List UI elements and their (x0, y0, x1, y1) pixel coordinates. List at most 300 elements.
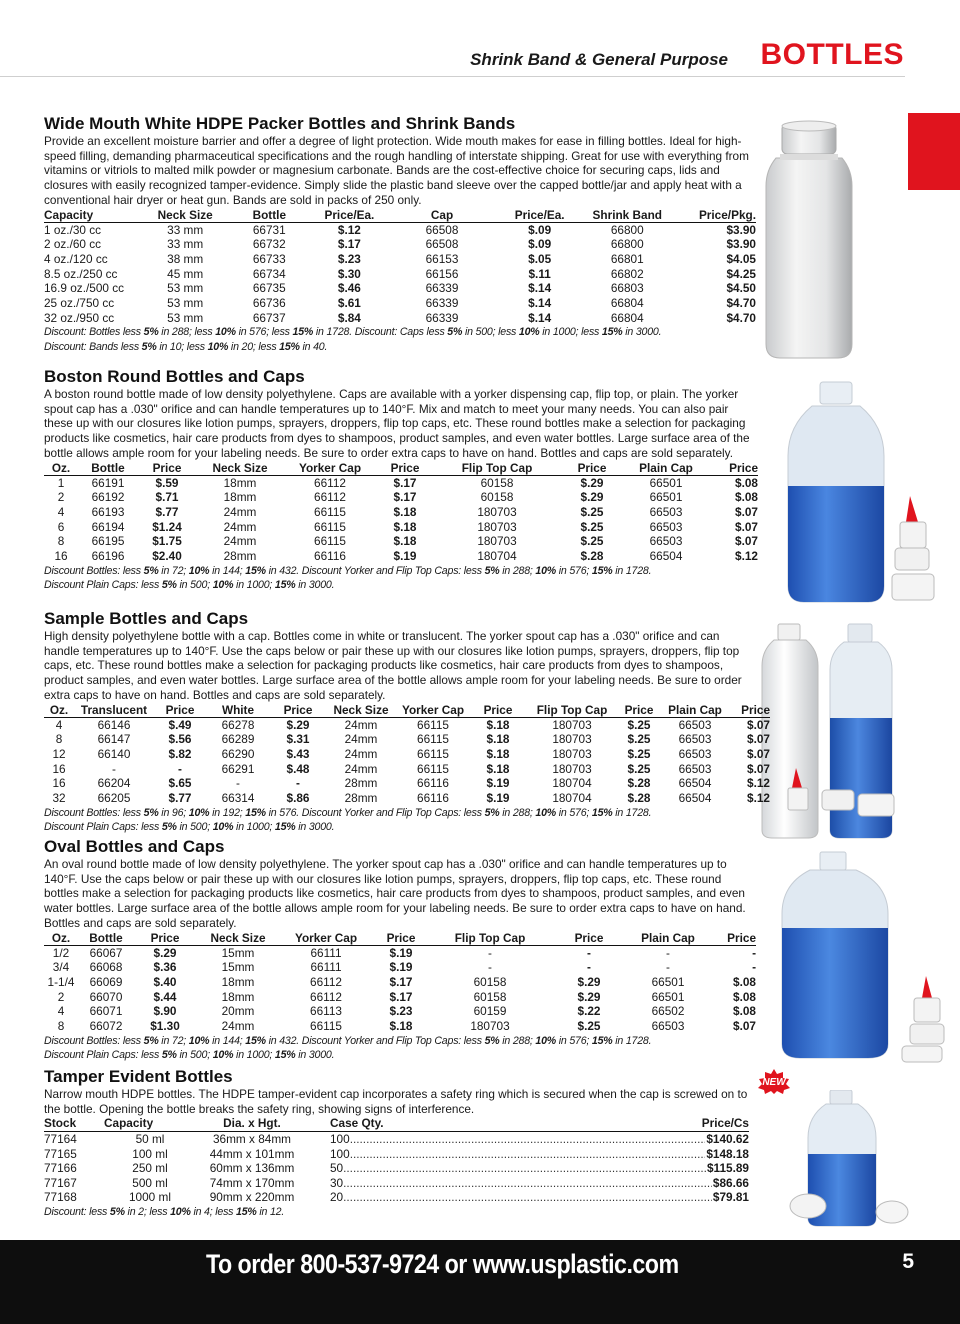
table-cell: 60158 (473, 989, 507, 1004)
table-cell: $.40 (153, 974, 177, 989)
table-cell: - (296, 776, 300, 791)
table-cell: - (752, 960, 756, 975)
table-cell: $.18 (486, 746, 510, 761)
table-row (44, 1132, 749, 1147)
table-cell: $.59 (155, 475, 179, 490)
discount-note-segment: in 2; less (124, 1205, 171, 1218)
table-cell: 18mm (221, 989, 255, 1004)
table-cell: 15mm (221, 945, 255, 960)
dot-leader (343, 1190, 712, 1205)
table-cell: 66069 (89, 974, 123, 989)
discount-note-segment: 5% (484, 1034, 500, 1047)
table-cell: $.28 (580, 549, 604, 564)
discount-note-segment: in 576; less (235, 326, 293, 339)
col-header: Translucent (74, 703, 154, 718)
table-cell: 38 mm (167, 251, 204, 266)
table-cell: 66339 (425, 281, 459, 296)
discount-note-segment: 5% (161, 821, 177, 834)
table-cell: $.28 (627, 776, 651, 791)
table-row (44, 1147, 749, 1162)
table-cell: - (666, 945, 670, 960)
discount-note-segment: in 1728. (612, 806, 652, 819)
col-header: Price (154, 703, 206, 718)
table-cell: $.17 (393, 490, 417, 505)
col-header: Dia. x Hgt. (223, 1116, 281, 1131)
discount-note-segment: 15% (236, 1205, 257, 1218)
table-cell: 66803 (610, 281, 644, 296)
discount-note-segment: in 500; (176, 579, 213, 592)
discount-note-segment: in 20; less (228, 340, 280, 353)
table-cell: 50 ml (135, 1132, 165, 1146)
table-cell: $1.30 (150, 1019, 180, 1034)
table-cell: 66116 (417, 776, 449, 791)
table-cell: 66508 (425, 222, 459, 237)
section-tab-marker (908, 113, 960, 190)
discount-note-segment: in 288; (499, 806, 536, 819)
table-cell: 20 (330, 1190, 344, 1205)
discount-note-segment: 15% (245, 806, 266, 819)
discount-note-segment: in 1728. Discount: Caps less (313, 326, 448, 339)
table-cell: 24mm (344, 746, 378, 761)
col-header: Price (134, 931, 196, 946)
discount-note-segment: 15% (245, 1034, 266, 1047)
table-cell: $1.24 (152, 519, 182, 534)
discount-note (44, 564, 756, 579)
section-description: Provide an excellent moisture barrier and offer a degree of light protection. Wide mouth makes for ease in filling bottles. Ideal for high-speed filling, demanding pharmaceutical specifications and the rough handling of interstate shipping. Great for use with everything from vitamins or vitriols to malted milk powder or magnesium carbonate. Bands are the cost-effective choice for securing caps, lids and closures with easily recognized tamper-evidence. Simply slide the plastic band sleeve over the capped bottle/jar and apply heat with a conventional hair dryer or heat gun. Bands are sold in packs of 250 only. (44, 134, 749, 207)
col-header: Capacity (104, 1116, 154, 1131)
discount-note-segment: 15% (274, 579, 296, 592)
col-header: Capacity (44, 208, 141, 223)
table-cell: 1 (57, 475, 65, 490)
discount-note-segment: in 40. (299, 340, 328, 353)
table-cell: 66115 (314, 519, 346, 534)
table-cell: - (587, 960, 591, 975)
table-cell: $.17 (389, 974, 413, 989)
table-cell: $.71 (155, 490, 179, 505)
table-cell: $.18 (393, 519, 417, 534)
table-cell: $.05 (528, 251, 552, 266)
table-cell: $.17 (337, 237, 361, 252)
table-row (44, 505, 758, 520)
discount-note-segment: 10% (535, 806, 556, 819)
table-cell: 77164 (44, 1132, 77, 1146)
table-cell: 8 (55, 732, 63, 747)
table-cell: $.31 (286, 732, 310, 747)
table-cell: 66503 (678, 732, 712, 747)
discount-note-segment: 10% (188, 806, 210, 819)
table-cell: 66801 (610, 251, 644, 266)
table-cell: 53 mm (167, 310, 204, 325)
table-cell: $.22 (577, 1004, 601, 1019)
table-cell: 2 (57, 490, 65, 505)
discount-note-segment: 15% (245, 564, 266, 577)
col-header: Price (560, 461, 624, 476)
table-cell: 90mm x 220mm (209, 1190, 295, 1205)
price-cell: $86.66 (712, 1175, 749, 1190)
discount-note-segment: in 192; (209, 806, 246, 819)
table-cell: 60158 (473, 974, 507, 989)
discount-note-segment: 15% (591, 1034, 613, 1047)
table-cell: $.82 (168, 746, 192, 761)
section-heading: Wide Mouth White HDPE Packer Bottles and Shrink Bands (44, 114, 516, 133)
discount-note-segment: 5% (447, 326, 463, 339)
table-cell: $.09 (528, 222, 552, 237)
table-cell: 66503 (651, 1019, 685, 1034)
col-header: Oz. (44, 703, 74, 718)
table-row (44, 975, 756, 990)
product-table (44, 208, 756, 326)
table-cell: 60158 (480, 475, 514, 490)
table-cell: 32 (52, 791, 66, 806)
discount-note-segment: in 288; (499, 564, 536, 577)
discount-note-segment: in 576; (556, 806, 592, 819)
table-cell: 4 (55, 717, 63, 732)
table-cell: 66800 (610, 222, 644, 237)
table-cell: 28mm (344, 791, 378, 806)
table-cell: 66736 (252, 296, 286, 311)
tamper-table-header (44, 1116, 749, 1132)
table-cell: 77167 (44, 1175, 77, 1190)
table-cell: 180703 (477, 504, 517, 519)
table-cell: $.19 (486, 776, 510, 791)
table-cell: $.49 (168, 717, 192, 732)
price-cell: $140.62 (706, 1132, 749, 1146)
section-heading: Tamper Evident Bottles (44, 1067, 233, 1086)
table-cell: $.25 (627, 746, 651, 761)
product-table (44, 931, 756, 1034)
discount-note-segment: 10% (215, 326, 236, 339)
table-cell: 1/2 (52, 945, 70, 960)
discount-note (44, 1048, 756, 1063)
table-cell: $2.40 (152, 549, 182, 564)
discount-note-segment: in 144; (209, 1034, 246, 1047)
table-cell: $.17 (389, 989, 413, 1004)
discount-note-segment: 15% (292, 326, 314, 339)
table-cell: 53 mm (167, 281, 204, 296)
table-cell: $.19 (389, 945, 413, 960)
table-cell: 66112 (314, 490, 346, 505)
discount-note-segment: 15% (591, 564, 613, 577)
table-row (44, 732, 770, 747)
col-header: Price/Ea. (309, 208, 389, 223)
table-cell: 24mm (344, 717, 378, 732)
discount-note-segment: in 3000. (295, 821, 335, 834)
table-cell: 45 mm (167, 266, 204, 281)
table-cell: $.29 (153, 945, 177, 960)
discount-note-segment: in 500; (176, 821, 213, 834)
table-row (44, 1004, 756, 1019)
table-cell: $.29 (286, 717, 310, 732)
table-row (44, 945, 756, 960)
table-cell: 66314 (221, 791, 255, 806)
discount-note-segment: 10% (188, 564, 210, 577)
section-description: A boston round bottle made of low density polyethylene. Caps are available with a yorker dispensing cap, flip top, or plain. The yorker spout cap has a .030" orifice and can handle temperatures up to 140°F. Mix and match to meet your many needs. You can also pair these up with our closures like lotion pumps, sprayers, droppers, flip top caps, etc. These round bottles make a selection for packaging products like cosmetics, hair care products from dyes to shampoos, product samples, and even water bottles. Large surface area of the bottle allows ample room for your labeling needs. Be sure to order extra caps to have on hand. Bottles and caps are sold separately. (44, 387, 750, 460)
discount-note-segment: in 1728. (612, 564, 652, 577)
table-cell: $.07 (747, 746, 770, 761)
table-cell: 66504 (649, 549, 683, 564)
col-header: Price (708, 931, 756, 946)
col-header: Flip Top Cap (526, 703, 618, 718)
section-subtitle: Shrink Band & General Purpose (470, 50, 728, 69)
col-header: Bottle (78, 461, 138, 476)
discount-note-segment: in 12. (256, 1205, 285, 1218)
table-row (44, 237, 756, 252)
table-row (44, 747, 770, 762)
table-cell: $.25 (627, 717, 651, 732)
page-number: 5 (902, 1250, 914, 1273)
table-cell: 66289 (221, 732, 255, 747)
table-row (44, 1019, 756, 1034)
table-cell: $.11 (528, 266, 551, 281)
table-cell: 66115 (417, 746, 449, 761)
table-cell: $.44 (153, 989, 177, 1004)
table-cell: 66734 (252, 266, 286, 281)
discount-note-segment: in 500; (176, 1049, 213, 1062)
discount-note-segment: in 72; (158, 1034, 189, 1047)
table-cell: 77165 (44, 1146, 77, 1161)
table-cell: $.19 (486, 791, 510, 806)
table-cell: 180703 (470, 1019, 510, 1034)
table-cell: 4 oz./120 cc (44, 251, 108, 266)
table-cell: $4.05 (726, 251, 756, 266)
table-cell: 24mm (221, 1019, 255, 1034)
table-cell: 44mm x 101mm (209, 1146, 295, 1161)
col-header: Bottle (78, 931, 134, 946)
discount-note-segment: Discount: less (44, 1205, 110, 1218)
table-cell: 66508 (425, 237, 459, 252)
discount-note (44, 1034, 756, 1049)
table-cell: 66503 (678, 717, 712, 732)
discount-note-segment: 15% (279, 340, 300, 353)
table-cell: - (587, 945, 591, 960)
price-cell: $115.89 (707, 1161, 749, 1176)
table-cell: 15mm (221, 960, 255, 975)
table-cell: $.08 (733, 1004, 756, 1019)
table-cell: $.25 (577, 1019, 601, 1034)
table-cell: 66072 (89, 1019, 123, 1034)
discount-note-segment: 5% (143, 806, 159, 819)
col-header: Price/Pkg. (670, 208, 756, 223)
table-cell: 36mm x 84mm (212, 1132, 291, 1146)
discount-note-segment: 10% (170, 1205, 191, 1218)
table-cell: 100 (330, 1146, 350, 1161)
table-cell: $.19 (393, 549, 417, 564)
table-cell: 60mm x 136mm (209, 1161, 295, 1176)
table-cell: 4 (57, 1004, 65, 1019)
table-cell: 66153 (425, 251, 459, 266)
table-cell: - (488, 945, 492, 960)
table-row (44, 267, 756, 282)
table-cell: 6 (57, 519, 65, 534)
table-cell: $.19 (389, 960, 413, 975)
table-cell: 66205 (97, 791, 131, 806)
discount-note-segment: in 500; less (462, 326, 519, 339)
table-row (44, 791, 770, 806)
table-cell: 66112 (314, 475, 346, 490)
table-cell: $.18 (486, 717, 510, 732)
table-cell: 25 oz./750 cc (44, 296, 115, 311)
table-cell: 66802 (610, 266, 644, 281)
table-cell: $.18 (389, 1019, 413, 1034)
table-cell: 28mm (223, 549, 257, 564)
wide-mouth-bottle-image (758, 118, 858, 363)
order-contact-text[interactable]: To order 800-537-9724 or www.usplastic.com (206, 1249, 679, 1279)
section-description: Narrow mouth HDPE bottles. The HDPE tamper-evident cap incorporates a safety ring which is secured when the cap is screwed on to the bottle. Opening the bottle breaks the safety ring, showing signs of interference. (44, 1087, 748, 1116)
col-header: Case Qty. (330, 1116, 384, 1131)
table-cell: 66193 (91, 504, 125, 519)
discount-note-segment: 5% (484, 806, 500, 819)
dot-leader (350, 1147, 706, 1162)
header-divider (0, 76, 905, 77)
table-cell: 180703 (477, 519, 517, 534)
table-cell: $.25 (627, 761, 651, 776)
table-cell: 66113 (310, 1004, 342, 1019)
discount-note-segment: 10% (212, 821, 234, 834)
table-cell: 66291 (221, 761, 255, 776)
discount-note-segment: Discount: Bands less (44, 340, 142, 353)
table-cell: $.07 (747, 732, 770, 747)
table-cell: $.29 (577, 974, 601, 989)
discount-note-segment: Discount Plain Caps: less (44, 821, 162, 834)
table-cell: 66115 (417, 761, 449, 776)
table-row (44, 762, 770, 777)
table-cell: 66502 (651, 1004, 685, 1019)
table-cell: $.65 (168, 776, 192, 791)
col-header: Oz. (44, 931, 78, 946)
section-heading: Sample Bottles and Caps (44, 609, 249, 628)
table-cell: $.25 (580, 504, 604, 519)
table-cell: 16 (52, 761, 66, 776)
table-cell: 66116 (314, 549, 346, 564)
discount-note-segment: in 432. Discount Yorker and Flip Top Caps: less (265, 1034, 485, 1047)
table-cell: 60159 (473, 1004, 507, 1019)
table-cell: - (752, 945, 756, 960)
price-cell: $148.18 (706, 1146, 749, 1161)
dot-leader (343, 1176, 712, 1191)
table-cell: 24mm (223, 504, 257, 519)
table-cell: 33 mm (167, 237, 204, 252)
discount-note-segment: 5% (161, 1049, 177, 1062)
table-cell: $.08 (735, 490, 758, 505)
table-cell: $.07 (747, 717, 770, 732)
table-cell: 66339 (425, 296, 459, 311)
table-cell: 1-1/4 (47, 974, 75, 989)
table-cell: $.61 (337, 296, 361, 311)
table-row (44, 281, 756, 296)
table-cell: $.09 (528, 237, 552, 252)
section-wide-mouth-bottles (44, 114, 756, 354)
table-row (44, 534, 758, 549)
discount-note-segment: in 288; less (158, 326, 216, 339)
discount-note-segment: 10% (188, 1034, 210, 1047)
table-cell: $.17 (393, 475, 417, 490)
table-cell: 66112 (310, 989, 342, 1004)
table-cell: 12 (52, 746, 66, 761)
table-cell: 2 (57, 989, 65, 1004)
table-cell: 180703 (552, 732, 592, 747)
table-cell: 32 oz./950 cc (44, 310, 115, 325)
table-cell: $.77 (155, 504, 179, 519)
table-cell: - (666, 960, 670, 975)
table-cell: 66290 (221, 746, 255, 761)
col-header: Price (372, 931, 430, 946)
discount-note (44, 1205, 749, 1220)
discount-note-segment: 10% (212, 579, 234, 592)
section-boston-round-bottles (44, 367, 756, 593)
section-sample-bottles (44, 609, 770, 835)
table-cell: $.12 (337, 222, 361, 237)
table-cell: $.08 (735, 475, 758, 490)
table-row (44, 311, 756, 326)
table-row (44, 475, 758, 490)
table-row (44, 1176, 749, 1191)
table-cell: $1.75 (152, 534, 182, 549)
discount-note-segment: in 4; less (190, 1205, 237, 1218)
table-cell: 66503 (678, 746, 712, 761)
table-cell: - (236, 776, 240, 791)
section-oval-bottles (44, 837, 756, 1063)
table-row (44, 296, 756, 311)
table-cell: 180703 (477, 534, 517, 549)
discount-note-segment: 5% (109, 1205, 125, 1218)
discount-note-segment: in 1000; less (539, 326, 602, 339)
table-row (44, 990, 756, 1005)
table-cell: 66115 (417, 717, 449, 732)
discount-note-segment: in 3000. (622, 326, 662, 339)
table-cell: $.12 (747, 776, 770, 791)
table-cell: 1000 ml (129, 1190, 171, 1205)
discount-note-segment: 10% (535, 1034, 556, 1047)
col-header: Bottle (229, 208, 309, 223)
col-header: Yorker Cap (396, 703, 470, 718)
table-cell: 8.5 oz./250 cc (44, 266, 118, 281)
table-cell: $.23 (389, 1004, 413, 1019)
table-cell: 250 ml (132, 1161, 168, 1176)
table-cell: $.07 (747, 761, 770, 776)
price-cell: $79.81 (712, 1190, 749, 1205)
table-cell: 66115 (314, 504, 346, 519)
table-cell: $.86 (286, 791, 310, 806)
table-cell: 20mm (221, 1004, 255, 1019)
table-cell: $.07 (735, 504, 758, 519)
table-cell: 66112 (310, 974, 342, 989)
discount-note-segment: 5% (141, 340, 157, 353)
table-cell: $4.50 (726, 281, 756, 296)
table-cell: 66339 (425, 310, 459, 325)
discount-note-segment: in 72; (158, 564, 189, 577)
discount-note-segment: 15% (601, 326, 623, 339)
table-cell: 66111 (310, 960, 342, 975)
section-title: BOTTLES (760, 38, 904, 71)
table-cell: 66191 (91, 475, 125, 490)
col-header: Neck Size (326, 703, 396, 718)
table-cell: $.07 (735, 519, 758, 534)
table-cell: 66731 (252, 222, 286, 237)
table-cell: $.25 (627, 732, 651, 747)
section-description: High density polyethylene bottle with a cap. Bottles come in white or translucent. The yorker spout cap has a .030" orifice and can handle temperatures up to 140°F. Use the caps below or pair these up with our closures like lotion pumps, sprayers, droppers, flip top caps, etc. These round bottles make a selection for packaging products like cosmetics, hair care products from dyes to shampoos, product samples, and even water bottles. Large surface area of the bottle allows ample room for your labeling needs. Be sure to order extra caps to have on hand. Bottles and caps are sold separately. (44, 629, 742, 702)
table-cell: 16 (52, 776, 66, 791)
table-cell: 18mm (223, 475, 257, 490)
col-header: Price (708, 461, 758, 476)
table-cell: $.77 (168, 791, 192, 806)
table-row (44, 490, 758, 505)
table-cell: 66196 (91, 549, 125, 564)
table-cell: 66732 (252, 237, 286, 252)
col-header: Plain Cap (624, 461, 708, 476)
table-row (44, 520, 758, 535)
table-cell: 1 oz./30 cc (44, 222, 102, 237)
table-cell: 66111 (310, 945, 342, 960)
